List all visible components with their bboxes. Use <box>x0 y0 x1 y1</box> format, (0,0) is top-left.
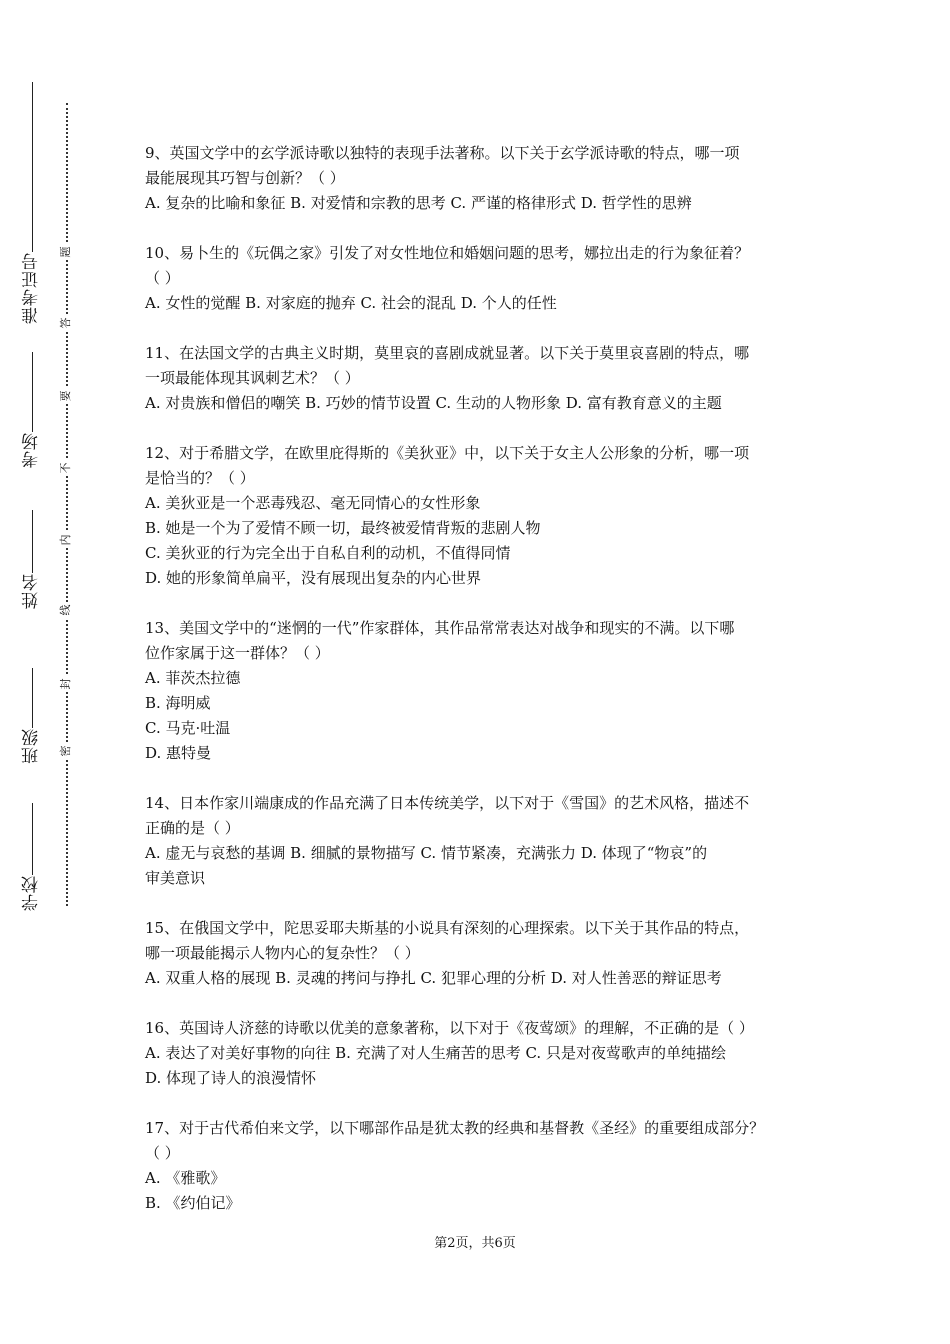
field-school <box>22 803 42 911</box>
question-list <box>145 141 810 1241</box>
seal-char: 内 <box>57 532 75 548</box>
question-text-line: 16、英国诗人济慈的诗歌以优美的意象著称，以下对于《夜莺颂》的理解，不正确的是（ ） <box>145 1019 754 1037</box>
field-name-line <box>32 510 33 573</box>
field-name-label: 姓名 <box>22 573 42 609</box>
question-text-line: 14、日本作家川端康成的作品充满了日本传统美学，以下对于《雪国》的艺术风格，描述不 <box>145 794 750 812</box>
question-text-line: 哪一项最能揭示人物内心的复杂性？（ ） <box>145 944 420 962</box>
question-block <box>145 916 810 991</box>
seal-dotted-line <box>66 103 68 906</box>
option-line: A. 《雅歌》 <box>145 1169 226 1187</box>
field-exam-room <box>22 352 42 468</box>
question-text-line: （ ） <box>145 1144 180 1162</box>
option-line: A. 女性的觉醒 B. 对家庭的抛弃 C. 社会的混乱 D. 个人的任性 <box>145 294 557 312</box>
question-text-line: 10、易卜生的《玩偶之家》引发了对女性地位和婚姻问题的思考，娜拉出走的行为象征着？ <box>145 244 750 262</box>
question-block <box>145 341 810 416</box>
question-text-line: 9、英国文学中的玄学派诗歌以独特的表现手法著称。以下关于玄学派诗歌的特点，哪一项 <box>145 144 740 162</box>
option-line: 审美意识 <box>145 869 206 887</box>
seal-char: 答 <box>57 315 75 331</box>
seal-char: 封 <box>57 676 75 692</box>
seal-char: 线 <box>57 602 75 618</box>
question-block <box>145 1116 810 1216</box>
option-line: A. 虚无与哀愁的基调 B. 细腻的景物描写 C. 情节紧凑，充满张力 D. 体现了“物哀”的 <box>145 844 708 862</box>
question-text-line: 正确的是（ ） <box>145 819 240 837</box>
question-text-line: 最能展现其巧智与创新？（ ） <box>145 169 345 187</box>
field-school-label: 学校 <box>22 875 42 911</box>
field-class-line <box>32 668 33 728</box>
seal-char: 要 <box>57 388 75 404</box>
field-ticket-number-label: 准考证号 <box>22 252 42 324</box>
question-text-line: 13、美国文学中的“迷惘的一代”作家群体，其作品常常表达对战争和现实的不满。以下哪 <box>145 619 735 637</box>
option-line: A. 菲茨杰拉德 <box>145 669 241 687</box>
question-block <box>145 241 810 316</box>
question-text-line: （ ） <box>145 269 180 287</box>
field-exam-room-line <box>32 352 33 432</box>
question-block <box>145 791 810 891</box>
option-line: C. 马克·吐温 <box>145 719 231 737</box>
field-school-line <box>32 803 33 875</box>
question-text-line: 位作家属于这一群体？（ ） <box>145 644 330 662</box>
option-line: B. 《约伯记》 <box>145 1194 241 1212</box>
option-line: D. 惠特曼 <box>145 744 212 762</box>
binding-margin <box>0 0 110 1344</box>
seal-char: 不 <box>57 460 75 476</box>
field-class <box>22 668 42 764</box>
option-line: A. 表达了对美好事物的向往 B. 充满了对人生痛苦的思考 C. 只是对夜莺歌声的单纯描绘 <box>145 1044 726 1062</box>
question-text-line: 17、对于古代希伯来文学，以下哪部作品是犹太教的经典和基督教《圣经》的重要组成部分？ <box>145 1119 765 1137</box>
question-text-line: 12、对于希腊文学，在欧里庇得斯的《美狄亚》中，以下关于女主人公形象的分析，哪一项 <box>145 444 750 462</box>
question-text-line: 11、在法国文学的古典主义时期，莫里哀的喜剧成就显著。以下关于莫里哀喜剧的特点，哪 <box>145 344 750 362</box>
option-line: A. 双重人格的展现 B. 灵魂的拷问与挣扎 C. 犯罪心理的分析 D. 对人性善恶的辩证思考 <box>145 969 722 987</box>
option-line: A. 对贵族和僧侣的嘲笑 B. 巧妙的情节设置 C. 生动的人物形象 D. 富有教育意义的主题 <box>145 394 722 412</box>
question-block <box>145 141 810 216</box>
field-ticket-number-line <box>32 82 33 252</box>
option-line: B. 她是一个为了爱情不顾一切，最终被爱情背叛的悲剧人物 <box>145 519 541 537</box>
question-text-line: 一项最能体现其讽刺艺术？（ ） <box>145 369 360 387</box>
page-footer: 第2页，共6页 <box>434 1236 516 1251</box>
field-exam-room-label: 考场 <box>22 432 42 468</box>
seal-char: 密 <box>57 743 75 759</box>
question-block <box>145 616 810 766</box>
option-line: B. 海明威 <box>145 694 211 712</box>
option-line: D. 她的形象简单扁平，没有展现出复杂的内心世界 <box>145 569 482 587</box>
question-text-line: 15、在俄国文学中，陀思妥耶夫斯基的小说具有深刻的心理探索。以下关于其作品的特点， <box>145 919 750 937</box>
seal-char: 题 <box>57 244 75 260</box>
option-line: A. 复杂的比喻和象征 B. 对爱情和宗教的思考 C. 严谨的格律形式 D. 哲学性的思辨 <box>145 194 692 212</box>
field-ticket-number <box>22 82 42 324</box>
option-line: D. 体现了诗人的浪漫情怀 <box>145 1069 317 1087</box>
option-line: A. 美狄亚是一个恶毒残忍、毫无同情心的女性形象 <box>145 494 481 512</box>
field-name <box>22 510 42 609</box>
option-line: C. 美狄亚的行为完全出于自私自利的动机，不值得同情 <box>145 544 511 562</box>
question-block <box>145 441 810 591</box>
question-block <box>145 1016 810 1091</box>
question-text-line: 是恰当的？（ ） <box>145 469 255 487</box>
field-class-label: 班级 <box>22 728 42 764</box>
